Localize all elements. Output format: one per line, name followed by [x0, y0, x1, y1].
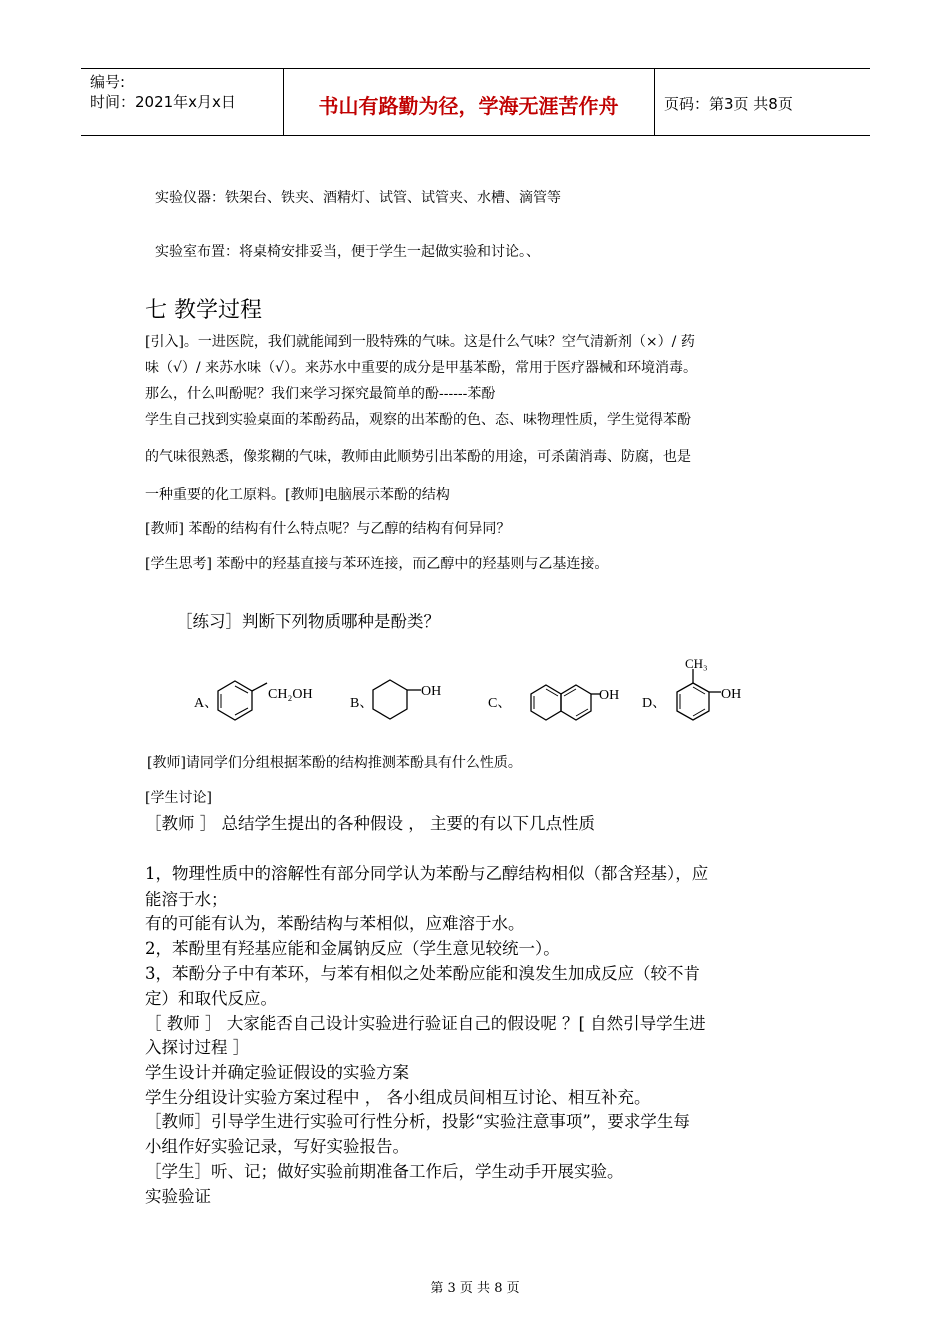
text-line: 3，苯酚分子中有苯环，与苯有相似之处苯酚应能和溴发生加成反应（较不肯: [145, 964, 700, 983]
text-line: 有的可能有认为，苯酚结构与苯相似，应难溶于水。: [145, 914, 525, 933]
section-heading: 七 教学过程: [145, 298, 262, 323]
text-line: 实验仪器：铁架台、铁夹、酒精灯、试管、试管夹、水槽、滴管等: [155, 190, 561, 206]
text-line: 小组作好实验记录，写好实验报告。: [145, 1137, 409, 1156]
naphthalene-ring-1: [531, 685, 561, 720]
text-line: 一种重要的化工原料。[教师]电脑展示苯酚的结构: [145, 487, 450, 503]
text-line: [学生讨论]: [145, 790, 212, 806]
phenol-structures-figure: [190, 650, 760, 735]
label-d: D、: [642, 696, 667, 711]
header-time: 时间：2021年x月x日: [90, 93, 236, 111]
exercise-prompt: ［练习］判断下列物质哪种是酚类？: [176, 612, 440, 631]
header-meta: [90, 72, 236, 112]
header-top-rule: [81, 68, 870, 69]
label-a: A、: [194, 696, 219, 711]
group-oh-c: OH: [599, 688, 620, 703]
benzene-ring-a: [218, 681, 252, 720]
benzene-ring-d: [677, 683, 709, 720]
text-line: [引入]。一进医院，我们就能闻到一股特殊的气味。这是什么气味？空气清新剂（×）/ 药: [145, 334, 695, 350]
text-line: 的气味很熟悉，像浆糊的气味，教师由此顺势引出苯酚的用途，可杀菌消毒、防腐，也是: [145, 449, 691, 465]
label-c: C、: [488, 696, 512, 711]
header-divider-right: [654, 69, 655, 135]
text-line: 学生设计并确定验证假设的实验方案: [145, 1063, 409, 1082]
text-line: ［教师 ］ 总结学生提出的各种假设 ， 主要的有以下几点性质: [145, 814, 595, 833]
text-line: 实验室布置：将桌椅安排妥当，便于学生一起做实验和讨论。、: [155, 244, 540, 260]
group-ch3: CH₃: [685, 656, 708, 671]
text-line: 1，物理性质中的溶解性有部分同学认为苯酚与乙醇结构相似（都含羟基），应: [145, 864, 709, 883]
header-bottom-rule: [81, 135, 870, 136]
text-line: 学生分组设计实验方案过程中 ， 各小组成员间相互讨论、相互补充。: [145, 1088, 651, 1107]
text-line: ［教师］引导学生进行实验可行性分析，投影“实验注意事项”，要求学生每: [145, 1112, 690, 1131]
text-line: 味（√）/ 来苏水味（√）。来苏水中重要的成分是甲基苯酚，常用于医疗器械和环境消毒。: [145, 360, 698, 376]
text-line: [教师]请同学们分组根据苯酚的结构推测苯酚具有什么性质。: [147, 755, 522, 771]
text-line: [学生思考] 苯酚中的羟基直接与苯环连接，而乙醇中的羟基则与乙基连接。: [145, 556, 609, 572]
naphthalene-ring-2: [561, 685, 591, 720]
group-oh-b: OH: [421, 684, 442, 699]
header-number: 编号:: [90, 73, 126, 91]
text-line: 那么，什么叫酚呢？我们来学习探究最简单的酚------苯酚: [145, 386, 496, 402]
page-footer: 第 3 页 共 8 页: [430, 1281, 520, 1296]
group-oh-d: OH: [721, 687, 742, 702]
text-line: ［学生］听、记；做好实验前期准备工作后，学生动手开展实验。: [145, 1162, 624, 1181]
text-line: 能溶于水；: [145, 890, 228, 909]
header-page-info: 页码：第3页 共8页: [664, 95, 793, 113]
cyclohexane-ring-b: [373, 680, 407, 719]
text-line: 实验验证: [145, 1187, 211, 1206]
text-line: 学生自己找到实验桌面的苯酚药品，观察的出苯酚的色、态、味物理性质，学生觉得苯酚: [145, 412, 691, 428]
text-line: 2，苯酚里有羟基应能和金属钠反应（学生意见较统一）。: [145, 939, 560, 958]
header-motto: 书山有路勤为径，学海无涯苦作舟: [318, 94, 619, 118]
text-line: ［ 教师 ］ 大家能否自己设计实验进行验证自己的假设呢 ？[ 自然引导学生进: [145, 1014, 706, 1033]
text-line: 入探讨过程 ］: [145, 1038, 250, 1057]
text-line: 定）和取代反应。: [145, 989, 277, 1008]
group-ch2oh: CH₂OH: [268, 687, 313, 702]
text-line: [教师] 苯酚的结构有什么特点呢？与乙醇的结构有何异同？: [145, 521, 511, 537]
label-b: B、: [350, 696, 374, 711]
